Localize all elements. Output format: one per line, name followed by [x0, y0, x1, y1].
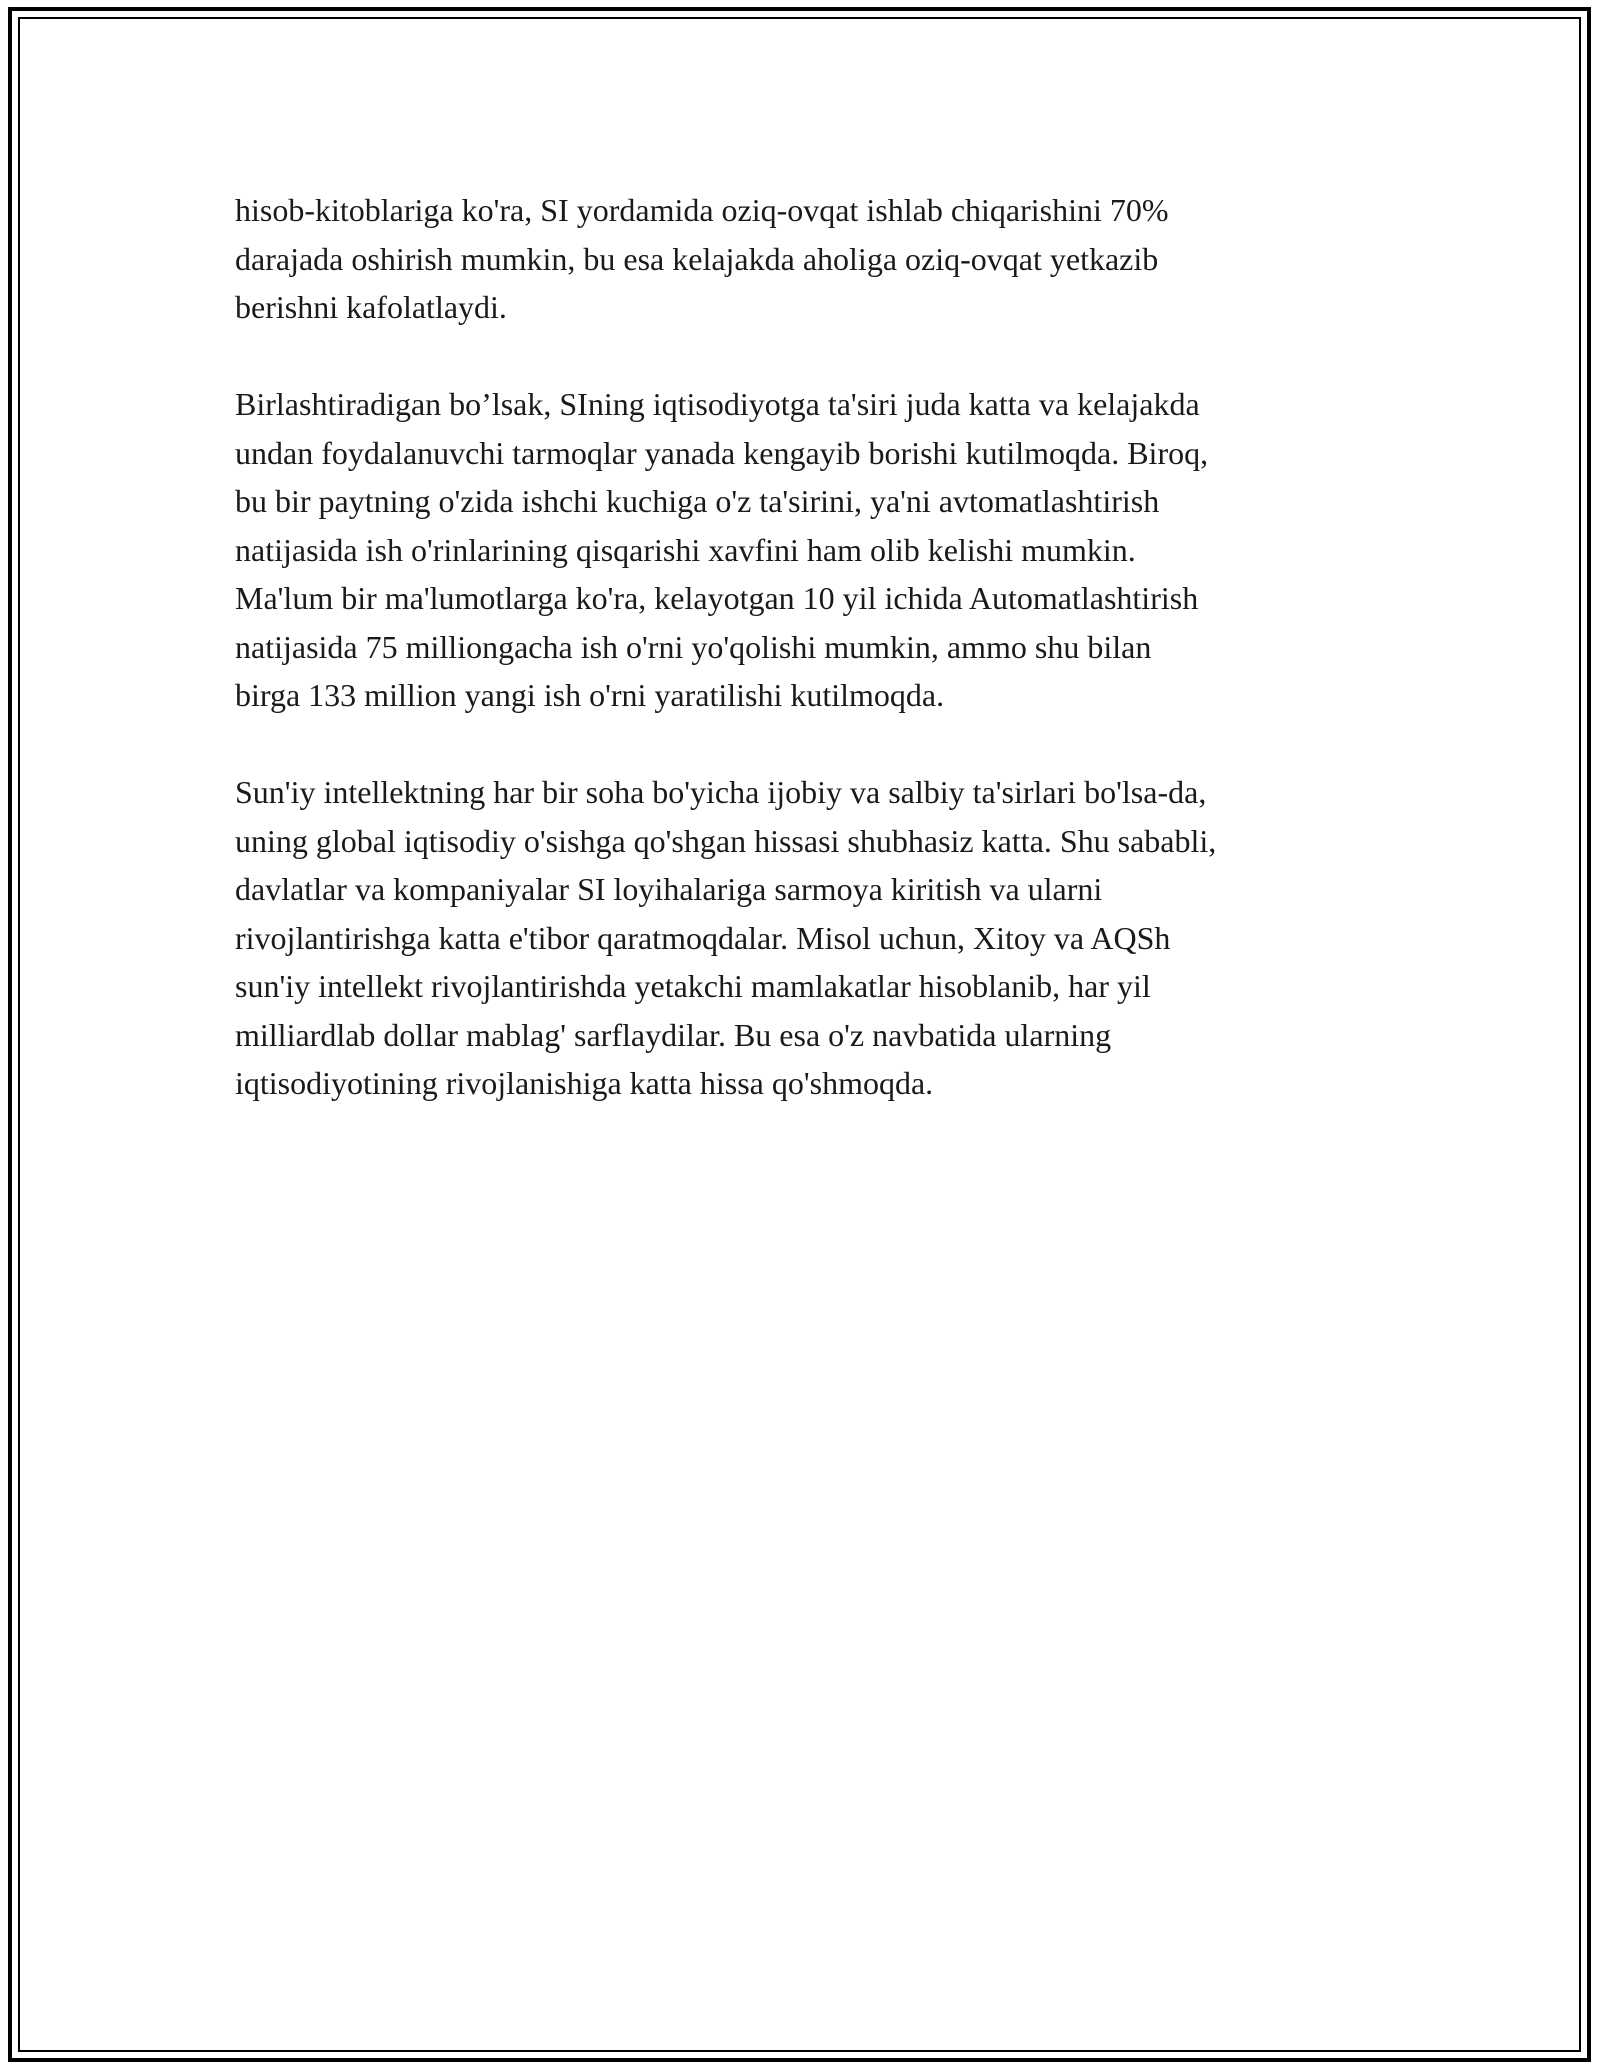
- document-body: [235, 186, 1395, 1156]
- paragraph-2: Birlashtiradigan bo’lsak, SIning iqtisodiyotga ta'siri juda katta va kelajakda undan foydalanuvchi tarmoqlar yanada kengayib borishi kutilmoqda. Biroq, bu bir paytning o'zida ishchi kuchiga o'z ta'sirini, ya'ni avtomatlashtirish natijasida ish o'rinlarining qisqarishi xavfini ham olib kelishi mumkin. Ma'lum bir ma'lumotlarga ko'ra, kelayotgan 10 yil ichida Automatlashtirish natijasida 75 milliongacha ish o'rni yo'qolishi mumkin, ammo shu bilan birga 133 million yangi ish o'rni yaratilishi kutilmoqda.: [235, 386, 1209, 713]
- paragraph-3: Sun'iy intellektning har bir soha bo'yicha ijobiy va salbiy ta'sirlari bo'lsa-da, uning global iqtisodiy o'sishga qo'shgan hissasi shubhasiz katta. Shu sababli, davlatlar va kompaniyalar SI loyihalariga sarmoya kiritish va ularni rivojlantirishga katta e'tibor qaratmoqdalar. Misol uchun, Xitoy va AQSh sun'iy intellekt rivojlantirishda yetakchi mamlakatlar hisoblanib, har yil milliardlab dollar mablag' sarflaydilar. Bu esa o'z navbatida ularning iqtisodiyotining rivojlanishiga katta hissa qo'shmoqda.: [235, 774, 1217, 1101]
- paragraph-1: hisob-kitoblariga ko'ra, SI yordamida oziq-ovqat ishlab chiqarishini 70% darajada oshirish mumkin, bu esa kelajakda aholiga oziq-ovqat yetkazib berishni kafolatlaydi.: [235, 192, 1169, 325]
